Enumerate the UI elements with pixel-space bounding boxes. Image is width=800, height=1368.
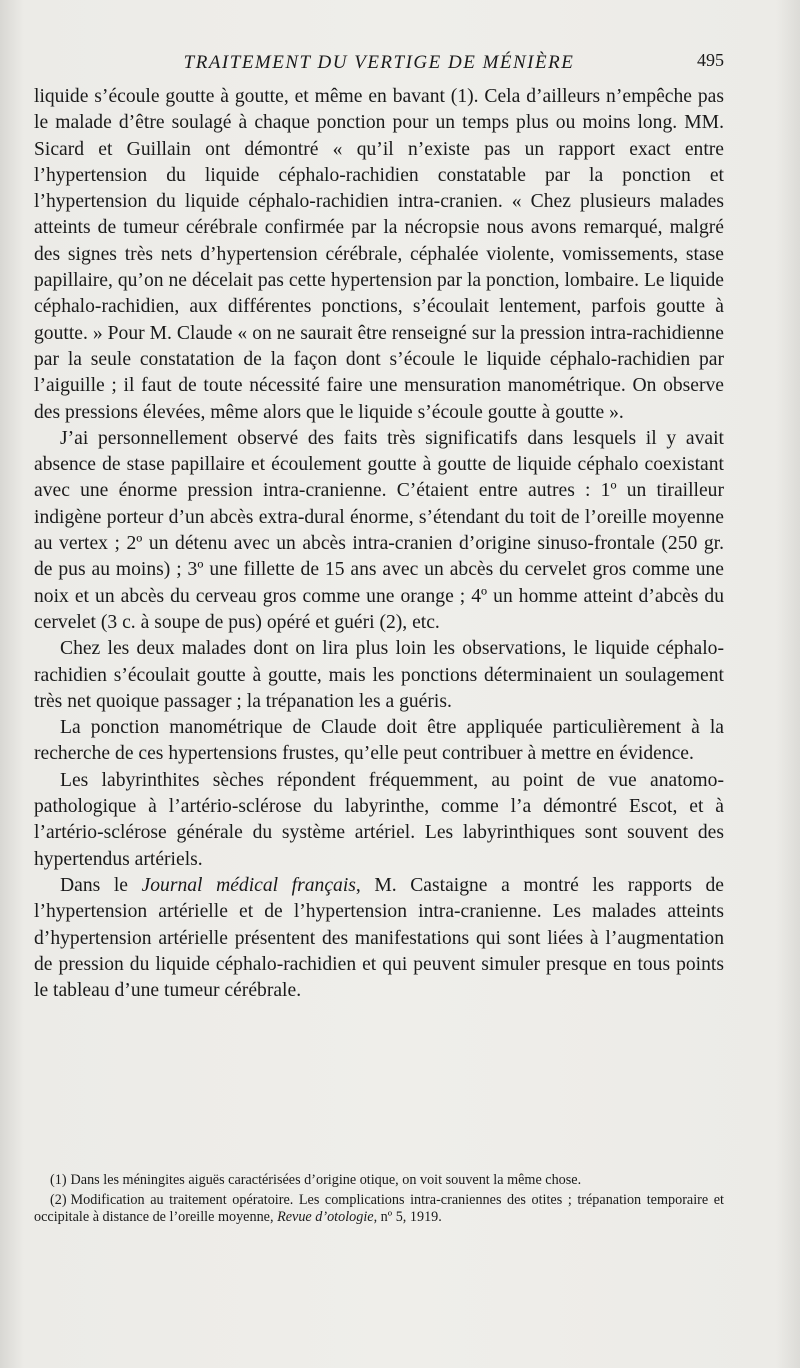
journal-title: Revue d’otologie: [277, 1209, 374, 1225]
footnote-text: Dans les méningites aiguës caractérisées d’origine otique, on voit souvent la même chose.: [70, 1172, 582, 1188]
footnote-text: Modification au traitement opératoire. Les complications intra-craniennes des otites ; trépanation temporaire et occipitale à distance de l’oreille moyenne,: [34, 1191, 724, 1225]
paragraph-text: Dans le: [60, 874, 142, 896]
paragraph: J’ai personnellement observé des faits très significatifs dans lesquels il y avait absence de stase papillaire et écoulement goutte à goutte de liquide céphalo coexistant avec une énorme pression intra-cranienne. C’étaient entre autres : 1º un tirailleur indigène porteur d’un abcès extra-dural énorme, s’étendant du toit de l’oreille moyenne au vertex ; 2º un détenu avec un abcès intra-cranien d’origine sinuso-frontale (250 gr. de pus au moins) ; 3º une fillette de 15 ans avec un abcès du cervelet gros comme une noix et un abcès du cerveau gros comme une orange ; 4º un homme atteint d’abcès du cervelet (3 c. à soupe de pus) opéré et guéri (2), etc.: [34, 427, 724, 633]
paragraph: liquide s’écoule goutte à goutte, et même en bavant (1). Cela d’ailleurs n’empêche pas le malade d’être soulagé à chaque ponction pour un temps plus ou moins long. MM. Sicard et Guillain ont démontré « qu’il n’existe pas un rapport exact entre l’hypertension du liquide céphalo-rachidien constatable par la ponction et l’hypertension du liquide céphalo-rachidien intra-cranien. « Chez plusieurs malades atteints de tumeur cérébrale confirmée par la nécropsie nous avons remarqué, malgré des signes très nets d’hypertension cérébrale, céphalée violente, vomissements, stase papillaire, qu’on ne décelait pas cette hypertension par la ponction, lombaire. Le liquide céphalo-rachidien, aux différentes ponctions, s’écoulait lentement, parfois goutte à goutte. » Pour M. Claude « on ne saurait être renseigné sur la pression intra-rachidienne par la seule constatation de la façon dont s’écoule le liquide céphalo-rachidien par l’aiguille ; il faut de toute nécessité faire une mensuration manométrique. On observe des pressions élevées, même alors que le liquide s’écoule goutte à goutte ».: [34, 86, 724, 423]
footnotes: [34, 1172, 724, 1229]
running-head: [34, 52, 724, 82]
page-number: 495: [697, 50, 724, 70]
footnote: [34, 1192, 724, 1227]
footnote-text: , nº 5, 1919.: [373, 1209, 442, 1225]
running-title: TRAITEMENT DU VERTIGE DE MÉNIÈRE: [183, 52, 575, 73]
footnote-mark: (2): [50, 1191, 67, 1208]
journal-title: Journal médical français: [141, 874, 356, 896]
paragraph: La ponction manométrique de Claude doit être appliquée particulièrement à la recherche de ces hypertensions frustes, qu’elle peut contribuer à mettre en évidence.: [34, 717, 724, 765]
paragraph: Chez les deux malades dont on lira plus loin les observations, le liquide céphalo-rachidien s’écoulait goutte à goutte, mais les ponctions déterminaient un soulagement très net quoique passager ; la trépanation les a guéris.: [34, 638, 724, 712]
footnote: [34, 1172, 724, 1190]
paragraph: Les labyrinthites sèches répondent fréquemment, au point de vue anatomo-pathologique à l’artério-sclérose du labyrinthe, comme l’a démontré Escot, et à l’artério-sclérose générale du système artériel. Les labyrinthiques sont souvent des hypertendus artériels.: [34, 769, 724, 870]
paragraph-text: , M. Castaigne a montré les rapports de l’hypertension artérielle et de l’hypertension intra-cranienne. Les malades atteints d’hypertension artérielle présentent des manifestations qui sont liées à l’augmentation de pression du liquide céphalo-rachidien et qui peuvent simuler presque en tous points le tableau d’une tumeur cérébrale.: [34, 874, 724, 1002]
paragraph: [34, 873, 724, 1004]
body-text: [34, 84, 724, 1004]
footnote-mark: (1): [50, 1172, 67, 1188]
